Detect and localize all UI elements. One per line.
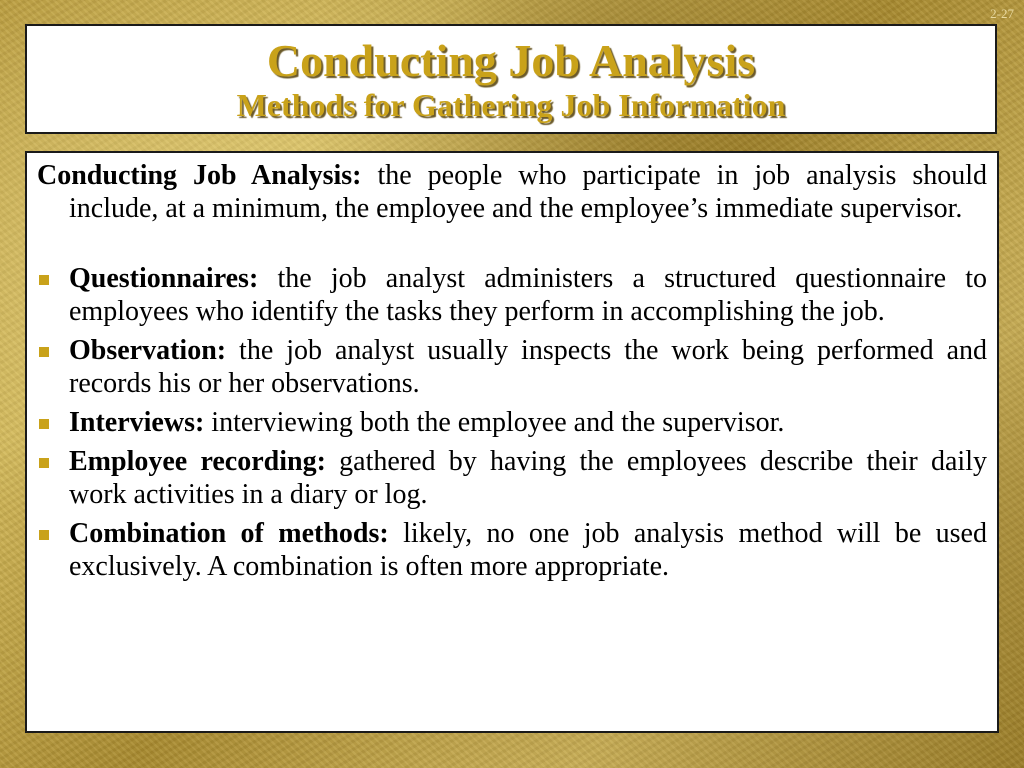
list-item-text: the job analyst usually inspects the work being performed and records his or her observations. (69, 335, 987, 399)
square-bullet-icon (39, 458, 49, 468)
list-item-text: gathered by having the employees describe their daily work activities in a diary or log. (69, 446, 987, 510)
square-bullet-icon (39, 419, 49, 429)
list-item-combination (37, 517, 987, 583)
list-item-term: Questionnaires: (69, 263, 259, 294)
intro-text: the people who participate in job analysis should include, at a minimum, the employee and the employee’s immediate supervisor. (69, 160, 987, 224)
list-item-term: Employee recording: (69, 446, 326, 477)
list-item-text: the job analyst administers a structured questionnaire to employees who identify the tasks they perform in accomplishing the job. (69, 263, 987, 327)
slide-number: 2-27 (990, 6, 1014, 21)
square-bullet-icon (39, 347, 49, 357)
intro-term: Conducting Job Analysis: (37, 160, 362, 191)
list-item-term: Interviews: (69, 407, 205, 438)
list-item-term: Observation: (69, 335, 227, 366)
list-item-questionnaires (37, 262, 987, 328)
list-item-employee-recording (37, 445, 987, 511)
square-bullet-icon (39, 530, 49, 540)
content-box (25, 151, 999, 733)
list-item-term: Combination of methods: (69, 518, 389, 549)
intro-paragraph (37, 159, 987, 225)
slide-subtitle: Methods for Gathering Job Information (236, 87, 786, 123)
slide-title: Conducting Job Analysis (266, 35, 756, 86)
square-bullet-icon (39, 275, 49, 285)
title-box (25, 24, 997, 134)
list-item-interviews (37, 406, 987, 439)
list-item-observation (37, 334, 987, 400)
list-item-text: interviewing both the employee and the supervisor. (204, 407, 785, 438)
method-list (37, 262, 987, 583)
list-item-text: likely, no one job analysis method will be used exclusively. A combination is often more appropriate. (69, 518, 987, 582)
